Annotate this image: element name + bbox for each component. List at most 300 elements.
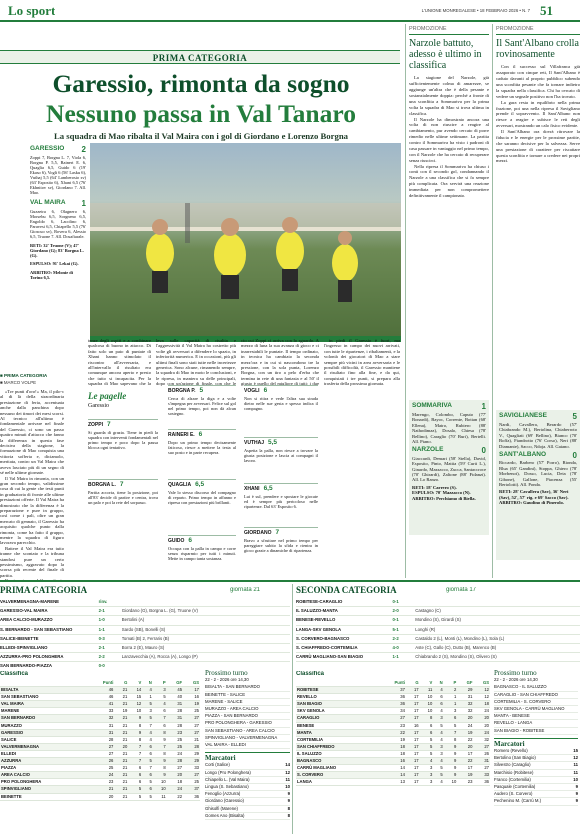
player-rating: 6: [198, 431, 203, 438]
table-cell: 4: [433, 758, 443, 765]
player-comment: Aspetta la palla, non riesce a trovare la giusta posizione e lascia ai compagni il lavoro.: [244, 447, 318, 464]
table-row: [0, 701, 200, 708]
seconda-section: [296, 583, 580, 834]
table-cell: PIAZZA: [0, 765, 88, 772]
table-cell: 37: [183, 786, 200, 793]
prima-title: PRIMA CATEGORIA: [0, 585, 88, 595]
prima-scorers-title: Marcatori: [205, 752, 290, 762]
table-cell: 46: [88, 694, 114, 701]
table-cell: 8: [153, 765, 167, 772]
scorer-goals: 9: [575, 791, 578, 797]
table-cell: AREA CALCIO: [0, 772, 88, 779]
table-cell: MARENE: [0, 708, 88, 715]
match-scorers: Castaldo 2 (L), Monti (L), Mondino (L), Sola (L): [415, 635, 505, 641]
table-cell: 31: [167, 701, 183, 708]
table-cell: 37: [380, 687, 406, 694]
scorer-row: [494, 755, 578, 762]
scorer-name: Chiapello L. (Val Maira): [205, 776, 250, 782]
match-name: ROBITESE-CARAGLIO: [296, 599, 343, 604]
table-cell: 14: [380, 765, 406, 772]
match-score: 2-0: [392, 608, 399, 614]
table-cell: SAN BERNARDO: [0, 715, 88, 722]
player-name: GIORDANO: [244, 530, 272, 536]
prima-next-date: 22 - 2 - 2026 ore 14,30: [205, 677, 249, 683]
table-cell: 3: [433, 715, 443, 722]
table-cell: 29: [183, 758, 200, 765]
player-comment: Non si ritira e vede l'altra sua strada dietro nelle sue gesta e spesso indica il compagno.: [244, 395, 318, 412]
fixture-item: PRO POLONGHERA - GARESSIO: [205, 720, 290, 727]
subheadline: La squadra di Mao ribalta il Val Maira con i gol di Giordano e Lorenzo Borgna: [53, 131, 349, 141]
rating-item: [88, 419, 158, 451]
table-cell: 27: [183, 715, 200, 722]
player-comment: Vale lo stesso discorso del compagno di reparto. Primo tempo in affanno e ripresa con prestazioni più brillanti.: [168, 489, 236, 506]
match-name: ELLEDI-SPINVIGLIANO: [0, 645, 48, 651]
scorer-name: Pasquale (Cortemilia): [494, 784, 536, 789]
scorer-row: [205, 806, 290, 813]
table-cell: BAGNASCO: [296, 758, 380, 765]
table-cell: 27: [88, 743, 114, 750]
promo2-home-lineup: Nardi, Cavallera, Berardo (57' Chiabrando M.), Bertolina, Chiaberroto V., Quagliati (69' Bellino), Bianco (70' Boffa), Fiandrotto (76' Corso), Neri (88' Diamante), Sacco, Ndoja. All. Gaiano.: [499, 421, 577, 449]
table-cell: 12: [128, 701, 142, 708]
article-tag: ■ PRIMA CATEGORIA: [0, 373, 48, 378]
scorer-name: Corti (Salice): [205, 762, 230, 768]
table-row: [296, 715, 490, 722]
table-cell: 33: [183, 765, 200, 772]
table-cell: 3: [420, 772, 434, 779]
player-rating: 6,5: [195, 481, 205, 488]
player-name: VUTHAJ: [244, 440, 265, 446]
player-comment: Occupa con la palla in campo e corre senza risparmio per tutti i minuti. Mette in campo tanta sostanza.: [168, 545, 236, 562]
table-cell: 28: [167, 758, 183, 765]
table-cell: 5: [420, 750, 434, 757]
promo2-home: SAVIGLIANESE: [499, 412, 547, 420]
table-cell: 21: [114, 701, 128, 708]
promo1-home-lineup: Marengo, Colombo, Caputo (77' Bonardi), Bayoc, Corrente, Bottan (68' Ellena), Mairo, Rubiero (88' Nathodimaz), Dosalo, Chiesa (78' Bellino), Caraglio (70' Buri), Bertelli. All. Piano.: [412, 411, 486, 444]
table-cell: 27: [473, 765, 490, 772]
rating-item: [244, 483, 318, 509]
scorer-row: [205, 770, 290, 777]
seconda-scorers-title: Marcatori: [494, 738, 578, 748]
result-row: [0, 607, 290, 616]
promo2-body: Con il successo sul Villafranca già assaporato con cinque reti, Il Sant'Albano è caduto davanti al proprio pubblico subendo una sconfitta pesante che fa tornare indietro la squadra nella classifica. Chi ha cercato di vedere un segnale positivo non l'ha trovato. La gara resta in equilibrio nella prima frazione, poi una nella ripresa il Savigliano prende il sopravvento. Il Sant'Albano non riesce a reagire e subisce le reti degli avversari, mostrando un calo fisico evidente. Il Sant'Albano ora dovrà ritrovare la fiducia e le energie per le prossime partite, che saranno decisive per la salvezza. Serve una prestazione di carattere per riscattare questa sconfitta e tornare a credere nei propri mezzi.: [496, 64, 580, 164]
ratings-title: Le pagelle: [88, 391, 127, 401]
table-cell: 14: [128, 687, 142, 694]
table-cell: 1: [444, 694, 458, 701]
seconda-next-title: Prossimo turno: [494, 669, 537, 677]
table-cell: 21: [114, 793, 128, 800]
fixture-item: PIAZZA - SAN BERNARDO: [205, 713, 290, 720]
table-header-row: [0, 680, 200, 687]
table-cell: 9: [153, 772, 167, 779]
seconda-next-date: 22 - 2 - 2026 ore 14,30: [494, 677, 538, 683]
table-cell: 6: [444, 715, 458, 722]
table-cell: 7: [153, 743, 167, 750]
table-row: [296, 701, 490, 708]
match-scorers: Mondino (S), Girardi (S): [415, 617, 461, 623]
table-cell: 20: [473, 715, 490, 722]
result-row: [296, 644, 580, 653]
fixture-item: SKV GENOLA - CARRÙ MAGLIANO: [494, 706, 578, 713]
prima-next-round: [205, 669, 290, 820]
player-comment: Cerca di alzare la diga e a volte s'impegna per avversari. Felice sul gol nel primo tempo, poi non dà alcun sostegno.: [168, 395, 236, 417]
table-header-cell: GF: [167, 680, 183, 687]
seconda-results: [296, 598, 580, 670]
table-cell: 4: [420, 758, 434, 765]
result-row: [296, 616, 580, 625]
table-cell: 3: [142, 708, 153, 715]
match-score: rinv.: [98, 599, 108, 604]
match-scorers: Sardo (SB), Bonelli (S): [121, 626, 166, 632]
table-cell: 13: [380, 779, 406, 786]
article-column-1: «Tre punti d'oro!» Ma, il pilo-c al di là della straordinaria prestazione di feria, accentuata anche dalla panchina dopo nessuno dei timori dei mesi scorsi. Al tecnico all'ultimo è fondamentale arrivare nel finale del Garessio, ci sono un passo quattro minuti d'attacco che fanno la differenza in questa fase decisiva della stagione, la formazione di Mao conquista una vittoria sofferta e, diciamolo, meritata, contro un Val Maira che aveva lasciato più di un segno di sé nelle ultime giornate. Il Val Maira in rimonta, con un gran secondo tempo, validissime cosa di cui la gente che testi punti in graduatoria di fronte alle ultime prestazioni offerte. Il Val Maira ha dimostrato che la differenza è la preparazione e pure in gruppo, così come i pali, oltre un gran mercato di gennaio, il Garessio ha acquisito qualche punto dalla rimonta, come ha fatto il gruppo, mentre la squadra di figuro lavorava parecchio. Battere il Val Maira era tutto tranne che scontato e la tribuna standosi pure un certo pessimismo, aggravato dopo la scorsa più recente del finale di partita.: [0, 389, 64, 578]
table-row: [0, 765, 200, 772]
table-cell: 6: [142, 786, 153, 793]
table-cell: 21: [114, 758, 128, 765]
table-cell: 21: [114, 694, 128, 701]
table-cell: 21: [114, 736, 128, 743]
result-row: [0, 598, 290, 607]
match-score: 1-1: [392, 654, 399, 660]
table-cell: 34: [380, 708, 406, 715]
prima-results: [0, 598, 290, 670]
rating-item: [168, 479, 236, 505]
table-cell: 24: [473, 708, 490, 715]
scorer-goals: 12: [285, 769, 290, 775]
table-cell: 1: [444, 701, 458, 708]
rating-item: [168, 429, 236, 455]
match-name: SAN BERNARDO-PIAZZA: [0, 663, 53, 669]
player-name: BORGNA L.: [88, 482, 116, 488]
player-name: QUAGLIA: [168, 482, 192, 488]
rating-header: [244, 527, 318, 537]
table-row: [0, 743, 200, 750]
table-header-cell: Punti: [380, 680, 406, 687]
table-cell: 27: [88, 750, 114, 757]
table-cell: SALICE: [0, 736, 88, 743]
seconda-title: SECONDA CATEGORIA: [296, 585, 397, 595]
table-cell: 28: [183, 743, 200, 750]
table-cell: 10: [420, 708, 434, 715]
table-cell: 21: [114, 779, 128, 786]
rating-item: [168, 535, 236, 561]
scorer-goals: 15: [573, 747, 578, 753]
scorer-goals: 9: [287, 798, 290, 804]
scorer-row: [494, 770, 578, 777]
table-row: [0, 694, 200, 701]
match-score: 4-0: [392, 645, 399, 651]
section-title: Lo sport: [8, 3, 56, 18]
table-row: [0, 779, 200, 786]
table-cell: 46: [88, 687, 114, 694]
table-cell: 6: [128, 772, 142, 779]
scorer-goals: 9: [287, 791, 290, 797]
result-row: [296, 635, 580, 644]
table-cell: 6: [153, 722, 167, 729]
scorer-goals: 9: [575, 784, 578, 789]
table-cell: 12: [473, 694, 490, 701]
match-score: 5-1: [392, 626, 399, 632]
table-cell: 25: [183, 708, 200, 715]
table-cell: 31: [167, 715, 183, 722]
player-name: GUIDO: [168, 538, 185, 544]
match-score: 1-0: [98, 617, 105, 623]
table-cell: 6: [128, 779, 142, 786]
table-row: [0, 729, 200, 736]
table-header-cell: GS: [183, 680, 200, 687]
match-name: BENESE-REVELLO: [296, 617, 336, 623]
table-cell: 8: [420, 715, 434, 722]
table-cell: 21: [114, 715, 128, 722]
promo2-label: PROMOZIONE: [496, 24, 580, 35]
result-row: [296, 653, 580, 662]
table-row: [296, 708, 490, 715]
seconda-table: [296, 680, 490, 786]
table-cell: 22: [457, 736, 473, 743]
home-team-score: 2: [81, 145, 86, 154]
table-cell: ROBITESE: [296, 687, 380, 694]
table-row: [296, 750, 490, 757]
fixture-item: MURAZZO - AREA CALCIO: [205, 706, 290, 713]
scorer-name: Bertolino (San Biagio): [494, 755, 536, 761]
scorer-row: [205, 784, 290, 791]
match-scorers: [122, 598, 290, 606]
scorer-row: [494, 798, 578, 805]
table-cell: 4: [433, 736, 443, 743]
promo1-sent-off: ESPULSO: 70' Mazzacco (N).: [412, 490, 471, 496]
table-cell: 12: [473, 687, 490, 694]
table-cell: CORTEMILIA: [296, 736, 380, 743]
promo1-goals: RETI: 18' Carrero (S).: [412, 484, 457, 490]
table-cell: 21: [114, 722, 128, 729]
table-cell: AZZURRA: [0, 758, 88, 765]
table-cell: 5: [420, 743, 434, 750]
referee-line: ARBITRO: Melonie di Torino 6,5.: [30, 269, 73, 280]
table-cell: 10: [444, 779, 458, 786]
table-row: [296, 729, 490, 736]
table-cell: 17: [406, 694, 420, 701]
match-name: S. BERNARDO - SAN SEBASTIANO: [0, 626, 73, 632]
sent-off-line: ESPULSO: 91' Lekai (G).: [30, 261, 79, 267]
category-banner: [0, 50, 400, 64]
prima-table-title: Classifica: [0, 671, 29, 677]
page-header: [0, 0, 580, 22]
table-row: [296, 765, 490, 772]
table-row: [296, 779, 490, 786]
table-header-cell: N: [142, 680, 153, 687]
player-rating: 7: [275, 529, 280, 536]
table-cell: 4: [433, 687, 443, 694]
table-cell: 4: [433, 729, 443, 736]
table-header-row: [296, 680, 490, 687]
table-header-cell: [296, 680, 380, 687]
table-cell: 8: [128, 736, 142, 743]
divider-right-2: [492, 24, 493, 578]
table-cell: 10: [420, 694, 434, 701]
scorer-goals: 10: [573, 776, 578, 782]
table-cell: 17: [406, 765, 420, 772]
table-row: [0, 758, 200, 765]
prima-section: [0, 583, 290, 834]
article-column-5: in piedi il Garessio è fuori, ma l'ingresso in campo dei nuovi arrivati, con tutte le ripartenze, i ribaltamenti, e la volontà dei giocatori di Mao a stare sempre più vicini in area avversaria e le possibili difficoltà, il Garessio mantiene il risultato fino alla fine, e da qui, conquistati i tre punti, si prepara alla trasferta della prossima giornata.: [324, 338, 400, 387]
table-cell: 23: [167, 729, 183, 736]
table-header-cell: N: [433, 680, 443, 687]
promo1-scorebox: [409, 400, 489, 535]
table-cell: 24: [457, 722, 473, 729]
article-author: ■ MARCO VOLPE: [0, 380, 37, 385]
table-header-cell: G: [406, 680, 420, 687]
rating-header: [168, 479, 236, 489]
table-cell: 28: [167, 708, 183, 715]
table-cell: 3: [420, 779, 434, 786]
table-cell: 5: [420, 736, 434, 743]
table-cell: 7: [444, 729, 458, 736]
promo2-title: Il Sant'Albano crolla rovinosamente: [496, 38, 579, 61]
table-cell: PRO POLONGHERA: [0, 779, 88, 786]
promo1-away: NARZOLE: [412, 446, 444, 454]
table-cell: 36: [380, 701, 406, 708]
scorer-goals: 12: [573, 755, 578, 761]
table-cell: 24: [473, 729, 490, 736]
promo1-title: Narzole battuto, adesso è ultimo in classifica: [409, 38, 482, 72]
table-cell: 21: [114, 750, 128, 757]
table-cell: 40: [167, 694, 183, 701]
table-cell: 33: [473, 772, 490, 779]
table-cell: 9: [444, 765, 458, 772]
table-cell: 24: [88, 772, 114, 779]
rating-item: [168, 385, 236, 417]
table-cell: 41: [88, 701, 114, 708]
player-comment: Lui è sul, prendere e spostare le giocate ed è sempre più pericoloso nelle ripartenze. Dal 63' Esposito 6.: [244, 493, 318, 510]
seconda-standings: [296, 680, 490, 786]
article-column-4: cio cui Zoppi ci arriva con lo sguardo. A mezzo di luna la sua avanza di gioco e ci inarrestabili le puntate. Il tempo ordinato, in tecnica ha cambiato la seconda mezz'ora e in cui si nascondono tre la pressione, con la sola punta, Lorenzo Borgna, con un tiro a pelo d'erba che termina in rete di una fantasia e al 50' il giusto è quello del migliore di tutti: i due: [241, 338, 319, 386]
table-cell: 20: [88, 793, 114, 800]
match-name: GARESSIO-VAL MAIRA: [0, 608, 48, 614]
scorer-goals: 8: [287, 812, 290, 818]
table-cell: ELLEDI: [0, 750, 88, 757]
scorer-name: Audero (S. Corvero): [494, 791, 533, 797]
table-cell: 5: [142, 701, 153, 708]
table-cell: S. CORVERO: [296, 772, 380, 779]
table-cell: 29: [183, 750, 200, 757]
table-cell: 4: [433, 708, 443, 715]
result-row: [296, 598, 580, 607]
promo1-away-score: 0: [481, 446, 486, 456]
table-row: [0, 750, 200, 757]
table-cell: 17: [406, 715, 420, 722]
player-rating: 6,5: [263, 485, 273, 492]
promo1-article: [409, 24, 489, 578]
promo2-goals: RETI: 28' Cavallera (Sav), 36' Neri (Sav), 52', 57' rig. e 69' Sacco (Sav).: [499, 489, 569, 500]
scorer-name: Fenoglio (Azzurra): [205, 791, 241, 797]
table-cell: 26: [88, 758, 114, 765]
table-cell: 5: [153, 694, 167, 701]
table-cell: 32: [457, 708, 473, 715]
fixture-item: SAN BIAGIO - ROBITESE: [494, 728, 578, 735]
table-cell: 4: [153, 701, 167, 708]
table-cell: 5: [433, 772, 443, 779]
table-cell: 19: [457, 772, 473, 779]
table-cell: 7: [128, 750, 142, 757]
table-cell: 5: [142, 779, 153, 786]
table-row: [0, 708, 200, 715]
fixture-item: MANTA - BENESE: [494, 713, 578, 720]
promo1-away-lineup: Giaccardi, Demari (58' Stella), David, Esposito, Pinto, Mattia (59' Curti L.), Ginardo, Mazzacco, Zucca, Santaccroce (70' Ghirardi), Zaltone (88' Fidanzi). All. Lo Ranzo.: [412, 455, 486, 483]
table-cell: 32: [473, 736, 490, 743]
rating-header: [244, 437, 318, 447]
table-cell: 25: [183, 779, 200, 786]
table-cell: BENESE: [296, 722, 380, 729]
match-score: 0-1: [392, 617, 399, 623]
issue-line: L'UNIONE MONREGALESE • 18 FEBBRAIO 2026 • N. 7: [421, 8, 530, 13]
headline-main: Garessio, rimonta da sogno: [52, 70, 350, 98]
table-cell: 10: [128, 708, 142, 715]
table-cell: 2: [444, 687, 458, 694]
table-cell: 23: [88, 779, 114, 786]
player-rating: 6: [263, 387, 268, 394]
table-cell: 17: [406, 708, 420, 715]
table-row: [296, 743, 490, 750]
table-cell: 27: [183, 772, 200, 779]
table-cell: 18: [473, 701, 490, 708]
table-cell: 17: [406, 758, 420, 765]
table-cell: 11: [420, 687, 434, 694]
promo1-home-score: 1: [481, 402, 486, 412]
table-cell: 27: [183, 722, 200, 729]
table-cell: VAL MAIRA: [0, 701, 88, 708]
fixture-item: BISALTA - SAN BERNARDO: [205, 684, 290, 691]
result-row: [0, 635, 290, 644]
table-cell: 4: [142, 687, 153, 694]
match-scorebox: [30, 143, 86, 377]
table-cell: 6: [128, 765, 142, 772]
scorer-name: Franco (Cortemilia): [494, 776, 531, 782]
table-header-cell: P: [444, 680, 458, 687]
match-name: SALICE-BEINETTE: [0, 635, 39, 641]
promo2-away-lineup: Riccardo, Barbero (57' Porro), Rionda, Blua (65' Gandini), Stoppa, Ghiero (78' Morbenot), Dosso, Lucia, Deia (78' Gibone), Gallone, Piacenza (55' Bertolotti). All. Ponda.: [499, 460, 577, 488]
table-cell: 8: [128, 722, 142, 729]
scorer-row: [494, 748, 578, 755]
match-scorers: Lanzavecchia (A), Rocca (A), Longo (P): [121, 654, 198, 660]
bottom-rule: [0, 580, 580, 582]
table-cell: 24: [167, 786, 183, 793]
scorer-goals: 9: [575, 798, 578, 804]
match-name: AZZURRA-PRO POLONGHERA: [0, 654, 64, 660]
table-cell: 8: [444, 736, 458, 743]
table-cell: 17: [457, 750, 473, 757]
fixture-item: CORTEMILIA - S. CORVERO: [494, 699, 578, 706]
table-cell: 10: [153, 779, 167, 786]
table-cell: 4: [142, 729, 153, 736]
table-cell: 1: [142, 694, 153, 701]
divider-bottom: [292, 584, 293, 834]
prima-standings: [0, 680, 200, 801]
home-team-name: GARESSIO: [30, 145, 65, 152]
scorer-name: Pechenino M. (Carrù M.): [494, 798, 542, 804]
table-header-cell: V: [420, 680, 434, 687]
table-cell: 17: [406, 779, 420, 786]
fixture-item: SAN SEBASTIANO - AREA CALCIO: [205, 728, 290, 735]
table-cell: BISALTA: [0, 687, 88, 694]
table-cell: SKV GENOLA: [296, 708, 380, 715]
page-number: 51: [540, 3, 553, 18]
table-cell: 20: [457, 743, 473, 750]
fixture-item: BEINETTE - SALICE: [205, 692, 290, 699]
table-cell: 21: [114, 729, 128, 736]
scorer-row: [205, 798, 290, 805]
match-scorers: Castagno (C): [415, 608, 441, 614]
scorer-row: [494, 777, 578, 784]
table-row: [0, 772, 200, 779]
